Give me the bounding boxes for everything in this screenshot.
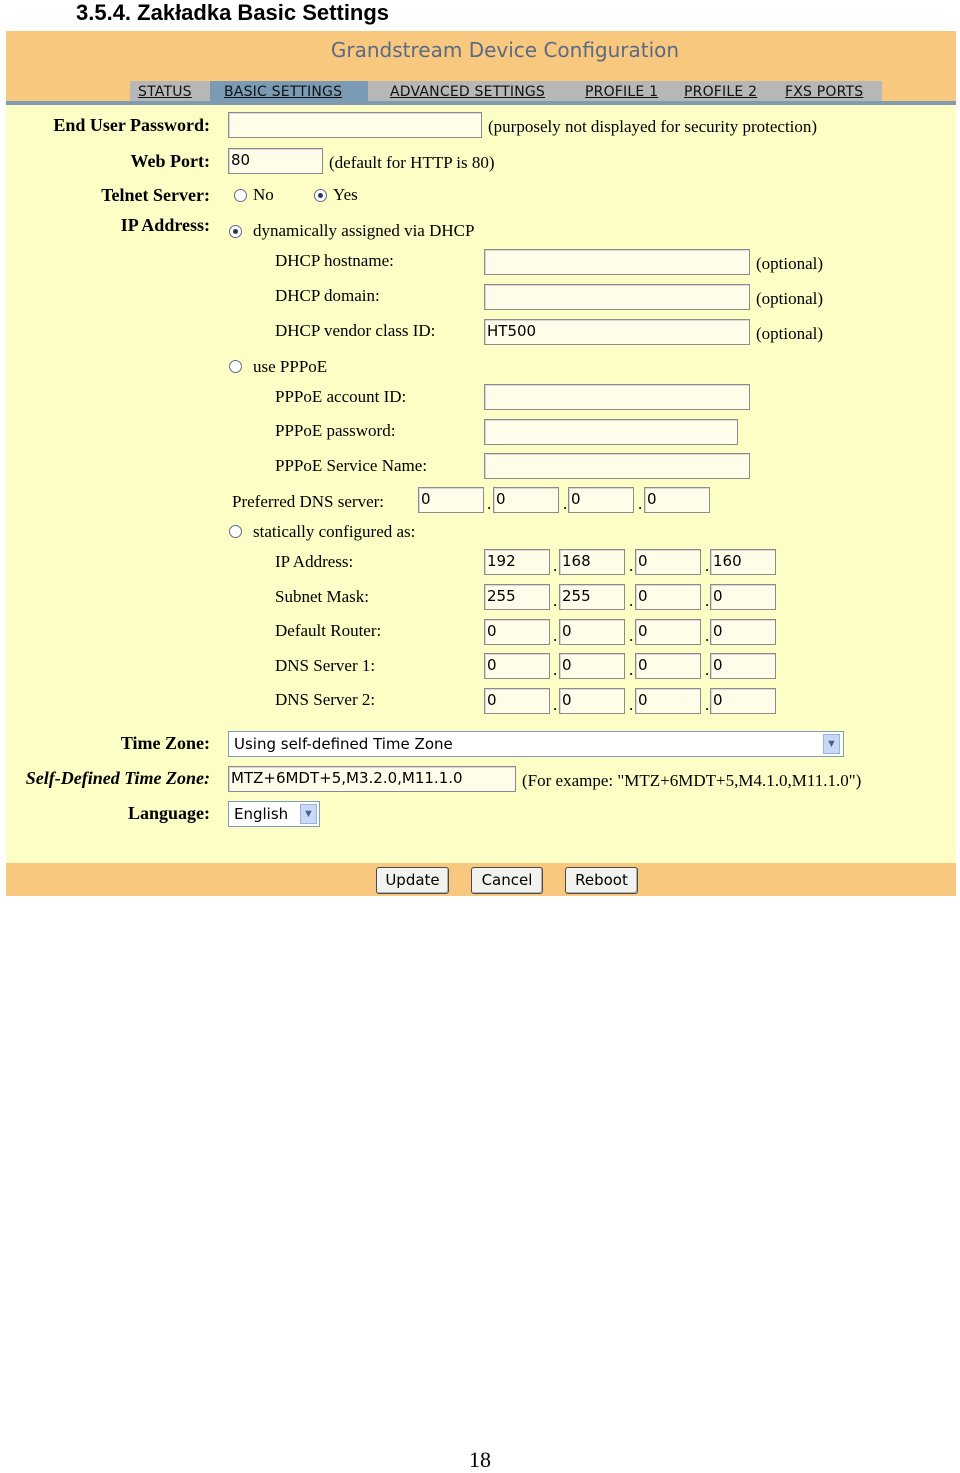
end-user-password-input[interactable] [228,112,482,138]
preferred-dns-octet-1[interactable]: 0 [418,487,484,513]
web-port-note: (default for HTTP is 80) [329,153,495,172]
pppoe-password-label: PPPoE password: [275,421,396,440]
subnet-octet-3[interactable]: 0 [635,584,701,610]
static-ip-octet-2[interactable]: 168 [559,549,625,575]
dns1-octet-4[interactable]: 0 [710,653,776,679]
dhcp-option-label: dynamically assigned via DHCP [253,221,475,240]
self-defined-time-zone-input[interactable]: MTZ+6MDT+5,M3.2.0,M11.1.0 [228,766,516,792]
self-defined-time-zone-label: Self-Defined Time Zone: [25,768,210,788]
tab-advanced-settings[interactable]: ADVANCED SETTINGS [390,84,546,100]
dot-separator: . [629,591,634,610]
preferred-dns-octet-4[interactable]: 0 [644,487,710,513]
router-octet-3[interactable]: 0 [635,619,701,645]
subnet-octet-4[interactable]: 0 [710,584,776,610]
web-port-input[interactable]: 80 [228,148,323,174]
static-ip-octet-3[interactable]: 0 [635,549,701,575]
static-radio[interactable] [229,525,242,538]
telnet-no-label: No [253,185,274,204]
dhcp-hostname-note: (optional) [756,254,824,273]
header-divider [6,101,956,105]
dhcp-vendor-label: DHCP vendor class ID: [275,321,436,340]
time-zone-value: Using self-defined Time Zone [234,735,453,753]
dot-separator: . [629,626,634,645]
tab-profile-2[interactable]: PROFILE 2 [684,84,758,100]
language-label: Language: [127,803,210,823]
web-port-label: Web Port: [130,151,210,171]
preferred-dns-octet-2[interactable]: 0 [493,487,559,513]
chevron-down-icon[interactable]: ▼ [300,804,317,824]
dns-server-2-label: DNS Server 2: [275,690,376,709]
telnet-no-radio[interactable] [234,189,247,202]
document-heading: 3.5.4. Zakładka Basic Settings [76,0,390,25]
pppoe-service-input[interactable] [484,453,750,479]
dns-server-1-label: DNS Server 1: [275,656,376,675]
static-ip-octet-4[interactable]: 160 [710,549,776,575]
language-value: English [234,805,289,823]
static-option-label: statically configured as: [253,522,416,541]
subnet-octet-1[interactable]: 255 [484,584,550,610]
tab-status[interactable]: STATUS [138,84,192,100]
pppoe-radio[interactable] [229,360,242,373]
time-zone-select[interactable] [228,731,844,757]
dns2-octet-4[interactable]: 0 [710,688,776,714]
preferred-dns-octet-3[interactable]: 0 [568,487,634,513]
dhcp-vendor-input[interactable]: HT500 [484,319,750,345]
telnet-yes-radio[interactable] [314,189,327,202]
dhcp-hostname-label: DHCP hostname: [275,251,394,270]
router-octet-4[interactable]: 0 [710,619,776,645]
self-defined-time-zone-note: (For exampe: "MTZ+6MDT+5,M4.1.0,M11.1.0") [522,771,862,790]
dot-separator: . [629,556,634,575]
time-zone-label: Time Zone: [120,733,210,753]
telnet-yes-label: Yes [333,185,358,204]
dhcp-domain-input[interactable] [484,284,750,310]
dns1-octet-2[interactable]: 0 [559,653,625,679]
router-octet-1[interactable]: 0 [484,619,550,645]
telnet-server-label: Telnet Server: [101,185,210,205]
tab-basic-settings[interactable]: BASIC SETTINGS [210,81,368,101]
router-octet-2[interactable]: 0 [559,619,625,645]
pppoe-option-label: use PPPoE [253,357,328,376]
dot-separator: . [487,494,492,513]
dot-separator: . [629,660,634,679]
tab-fxs-ports[interactable]: FXS PORTS [785,84,864,100]
dhcp-vendor-note: (optional) [756,324,824,343]
dhcp-domain-note: (optional) [756,289,824,308]
page-number: 18 [469,1447,491,1472]
pppoe-account-label: PPPoE account ID: [275,387,407,406]
dhcp-radio[interactable] [229,225,242,238]
dot-separator: . [638,494,643,513]
dot-separator: . [705,591,710,610]
static-ip-octet-1[interactable]: 192 [484,549,550,575]
app-title: Grandstream Device Configuration [330,38,680,62]
preferred-dns-label: Preferred DNS server: [232,492,384,511]
subnet-mask-label: Subnet Mask: [275,587,369,606]
dns2-octet-3[interactable]: 0 [635,688,701,714]
password-note: (purposely not displayed for security protection) [488,117,818,136]
dot-separator: . [705,626,710,645]
dns2-octet-1[interactable]: 0 [484,688,550,714]
cancel-button[interactable]: Cancel [471,867,543,894]
update-button[interactable]: Update [376,867,449,894]
subnet-octet-2[interactable]: 255 [559,584,625,610]
dot-separator: . [553,591,558,610]
pppoe-service-label: PPPoE Service Name: [275,456,428,475]
ip-address-label: IP Address: [120,215,210,235]
dhcp-hostname-input[interactable] [484,249,750,275]
dns1-octet-3[interactable]: 0 [635,653,701,679]
dot-separator: . [629,695,634,714]
dot-separator: . [553,556,558,575]
reboot-button[interactable]: Reboot [565,867,638,894]
pppoe-password-input[interactable] [484,419,738,445]
default-router-label: Default Router: [275,621,382,640]
dot-separator: . [553,660,558,679]
chevron-down-icon[interactable]: ▼ [823,734,840,754]
dns2-octet-2[interactable]: 0 [559,688,625,714]
pppoe-account-input[interactable] [484,384,750,410]
static-ip-label: IP Address: [275,552,354,571]
dhcp-domain-label: DHCP domain: [275,286,380,305]
dot-separator: . [563,494,568,513]
dot-separator: . [705,556,710,575]
dot-separator: . [705,695,710,714]
tab-profile-1[interactable]: PROFILE 1 [585,84,659,100]
dot-separator: . [553,626,558,645]
dns1-octet-1[interactable]: 0 [484,653,550,679]
dot-separator: . [553,695,558,714]
dot-separator: . [705,660,710,679]
end-user-password-label: End User Password: [53,115,210,135]
